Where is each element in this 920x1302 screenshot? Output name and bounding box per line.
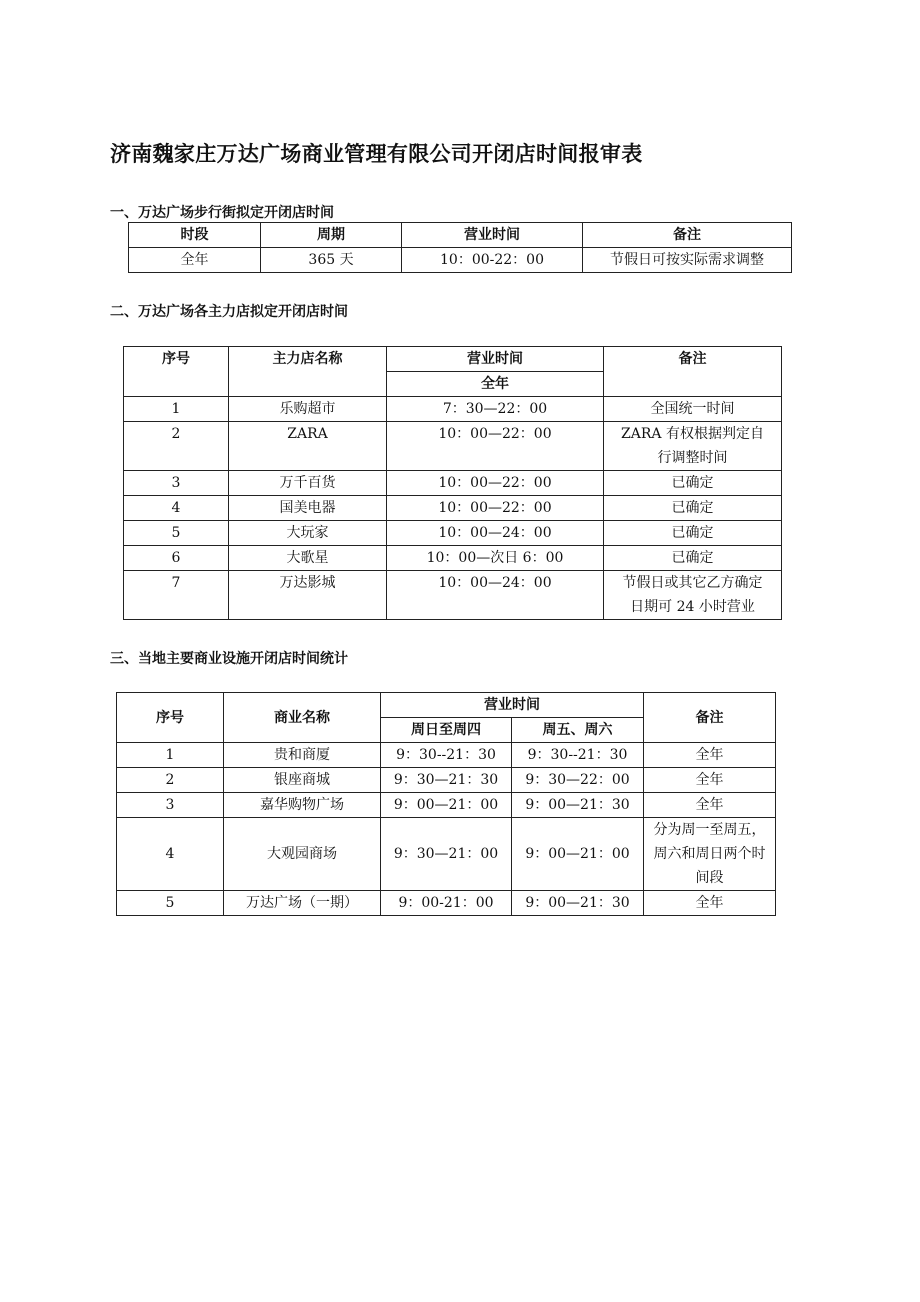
header-remark: 备注	[644, 693, 776, 743]
cell-number: 5	[117, 891, 224, 916]
header-sun-to-thu: 周日至周四	[381, 718, 512, 743]
table-row	[124, 571, 782, 620]
cell-remark: 节假日或其它乙方确定日期可 24 小时营业	[604, 571, 782, 620]
cell-number: 3	[117, 793, 224, 818]
table-header-row	[124, 347, 782, 372]
table-row	[117, 743, 776, 768]
cell-remark: ZARA 有权根据判定自行调整时间	[604, 422, 782, 471]
anchor-store-hours-table	[123, 346, 782, 620]
cell-business-hours: 10：00—次日 6：00	[387, 546, 604, 571]
section1-heading: 一、万达广场步行街拟定开闭店时间	[110, 205, 334, 221]
cell-weekend-hours: 9：00—21：30	[512, 793, 644, 818]
cell-store-name: 万千百货	[229, 471, 387, 496]
header-number: 序号	[117, 693, 224, 743]
cell-facility-name: 大观园商场	[224, 818, 381, 891]
table-row	[124, 471, 782, 496]
table-row	[117, 818, 776, 891]
table-row	[124, 422, 782, 471]
cell-store-name: 万达影城	[229, 571, 387, 620]
cell-business-hours: 10：00—22：00	[387, 471, 604, 496]
cell-facility-name: 嘉华购物广场	[224, 793, 381, 818]
table-row	[117, 793, 776, 818]
cell-weekday-hours: 9：00-21：00	[381, 891, 512, 916]
cell-remark: 全年	[644, 768, 776, 793]
cell-remark: 分为周一至周五，周六和周日两个时间段	[644, 818, 776, 891]
cell-number: 2	[117, 768, 224, 793]
document-title: 济南魏家庄万达广场商业管理有限公司开闭店时间报审表	[110, 142, 643, 166]
header-full-year: 全年	[387, 372, 604, 397]
table-header-row	[129, 223, 792, 248]
header-period: 时段	[129, 223, 261, 248]
header-cycle: 周期	[261, 223, 402, 248]
cell-remark: 全年	[644, 793, 776, 818]
table-header-row	[117, 693, 776, 718]
cell-facility-name: 银座商城	[224, 768, 381, 793]
cell-number: 6	[124, 546, 229, 571]
cell-remark: 已确定	[604, 546, 782, 571]
cell-remark: 全年	[644, 891, 776, 916]
section3-heading: 三、当地主要商业设施开闭店时间统计	[110, 651, 348, 667]
cell-number: 7	[124, 571, 229, 620]
cell-remark: 已确定	[604, 521, 782, 546]
cell-business-hours: 10：00—22：00	[387, 422, 604, 471]
table-row	[124, 397, 782, 422]
header-facility-name: 商业名称	[224, 693, 381, 743]
pedestrian-street-hours-table	[128, 222, 792, 273]
cell-weekend-hours: 9：00—21：00	[512, 818, 644, 891]
cell-number: 4	[117, 818, 224, 891]
header-remark: 备注	[604, 347, 782, 397]
cell-weekday-hours: 9：30—21：00	[381, 818, 512, 891]
cell-store-name: 乐购超市	[229, 397, 387, 422]
cell-remark: 节假日可按实际需求调整	[583, 248, 792, 273]
cell-store-name: 大歌星	[229, 546, 387, 571]
cell-period: 全年	[129, 248, 261, 273]
cell-remark: 已确定	[604, 496, 782, 521]
cell-business-hours: 10：00—22：00	[387, 496, 604, 521]
table-row	[124, 496, 782, 521]
cell-number: 5	[124, 521, 229, 546]
cell-store-name: 大玩家	[229, 521, 387, 546]
cell-business-hours: 7：30—22：00	[387, 397, 604, 422]
header-business-hours: 营业时间	[402, 223, 583, 248]
cell-facility-name: 贵和商厦	[224, 743, 381, 768]
local-commercial-facilities-table	[116, 692, 776, 916]
header-fri-sat: 周五、周六	[512, 718, 644, 743]
cell-business-hours: 10：00—24：00	[387, 571, 604, 620]
table-row	[124, 521, 782, 546]
header-number: 序号	[124, 347, 229, 397]
table-row	[124, 546, 782, 571]
cell-number: 2	[124, 422, 229, 471]
cell-weekday-hours: 9：30—21：30	[381, 768, 512, 793]
cell-number: 1	[124, 397, 229, 422]
cell-remark: 全国统一时间	[604, 397, 782, 422]
cell-weekday-hours: 9：00—21：00	[381, 793, 512, 818]
header-remark: 备注	[583, 223, 792, 248]
cell-facility-name: 万达广场（一期）	[224, 891, 381, 916]
cell-remark: 全年	[644, 743, 776, 768]
cell-number: 4	[124, 496, 229, 521]
table-row	[129, 248, 792, 273]
cell-weekend-hours: 9：30—22：00	[512, 768, 644, 793]
table-row	[117, 768, 776, 793]
cell-weekend-hours: 9：30--21：30	[512, 743, 644, 768]
cell-number: 3	[124, 471, 229, 496]
table-row	[117, 891, 776, 916]
cell-weekday-hours: 9：30--21：30	[381, 743, 512, 768]
cell-cycle: 365 天	[261, 248, 402, 273]
cell-business-hours: 10：00-22：00	[402, 248, 583, 273]
cell-business-hours: 10：00—24：00	[387, 521, 604, 546]
cell-remark: 已确定	[604, 471, 782, 496]
cell-store-name: ZARA	[229, 422, 387, 471]
header-store-name: 主力店名称	[229, 347, 387, 397]
cell-weekend-hours: 9：00—21：30	[512, 891, 644, 916]
header-business-hours: 营业时间	[381, 693, 644, 718]
header-business-hours: 营业时间	[387, 347, 604, 372]
cell-number: 1	[117, 743, 224, 768]
cell-store-name: 国美电器	[229, 496, 387, 521]
section2-heading: 二、万达广场各主力店拟定开闭店时间	[110, 304, 348, 320]
